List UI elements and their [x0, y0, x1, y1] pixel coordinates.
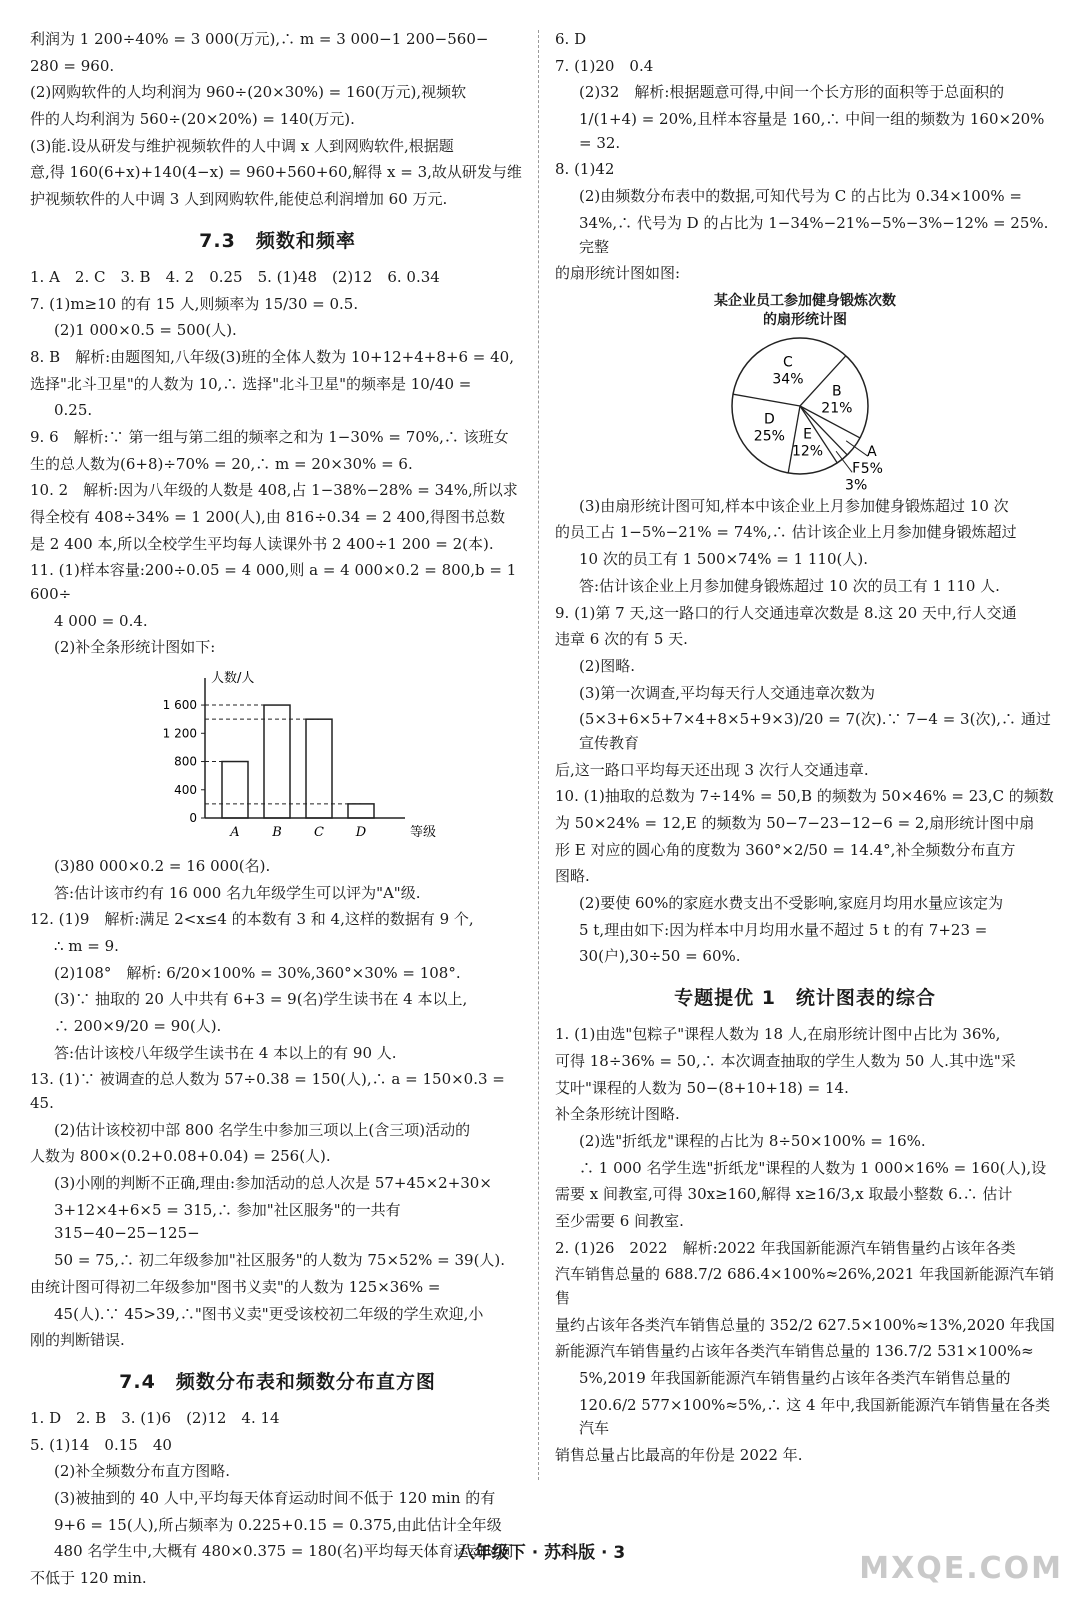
text-line: 的员工占 1−5%−21% = 74%,∴ 估计该企业上月参加健身锻炼超过: [555, 523, 1017, 542]
text-line: 由统计图可得初二年级参加"图书义卖"的人数为 125×36% =: [30, 1277, 441, 1296]
text-line: 护视频软件的人中调 3 人到网购软件,能使总利润增加 60 万元.: [30, 190, 448, 209]
section-title-7-3: 7.3 频数和频率: [199, 229, 356, 252]
text-line: (2)选"折纸龙"课程的占比为 8÷50×100% = 16%.: [579, 1131, 926, 1150]
text-line: 2. (1)26 2022 解析:2022 年我国新能源汽车销售量约占该年各类: [555, 1238, 1016, 1257]
text-line: 补全条形统计图略.: [555, 1105, 680, 1124]
text-line: ∴ 1 000 名学生选"折纸龙"课程的人数为 1 000×16% = 160(人),设: [579, 1158, 1047, 1177]
text-line: 280 = 960.: [30, 56, 115, 75]
bar-C: [306, 719, 332, 818]
pie-slice-boundary: [733, 394, 800, 406]
left-column: [30, 28, 525, 1594]
text-line: 0.25.: [54, 401, 93, 420]
text-line: 480 名学生中,大概有 480×0.375 = 180(名)平均每天体育运动时间: [54, 1542, 514, 1561]
text-line: 8. (1)42: [555, 160, 615, 179]
text-line: (2)补全条形统计图如下:: [54, 638, 216, 657]
text-line: 9. 6 解析:∵ 第一组与第二组的频率之和为 1−30% = 70%,∴ 该班女: [30, 427, 509, 446]
text-line: (3)能.设从研发与维护视频软件的人中调 x 人到网购软件,根据题: [30, 136, 454, 155]
text-line: 10 次的员工有 1 500×74% = 1 110(人).: [579, 550, 868, 569]
text-line: 30(户),30÷50 = 60%.: [579, 947, 741, 966]
text-line: 7. (1)20 0.4: [555, 56, 654, 75]
bar-D: [348, 804, 374, 818]
bar-chart-svg: [30, 666, 437, 841]
bar-chart: [30, 666, 525, 849]
column-divider: [538, 30, 539, 1480]
text-line: 是 2 400 本,所以全校学生平均每人读课外书 2 400÷1 200 = 2(本).: [30, 534, 494, 553]
text-line: 4 000 = 0.4.: [54, 611, 148, 630]
text-line: 3+12×4+6×5 = 315,∴ 参加"社区服务"的一共有 315−40−25−125−: [54, 1200, 401, 1243]
pie-pct-B: 21%: [821, 400, 853, 417]
text-line: 的扇形统计图如图:: [555, 264, 681, 283]
page-footer: 八年级下 · 苏科版 · 3: [457, 1543, 626, 1563]
text-line: 选择"北斗卫星"的人数为 10,∴ 选择"北斗卫星"的频率是 10/40 =: [30, 374, 472, 393]
text-line: 7. (1)m≥10 的有 15 人,则频率为 15/30 = 0.5.: [30, 294, 359, 313]
text-line: 6. D: [555, 30, 587, 48]
text-line: 利润为 1 200÷40% = 3 000(万元),∴ m = 3 000−1 200−560−: [30, 30, 489, 48]
text-line: 销售总量占比最高的年份是 2022 年.: [555, 1446, 803, 1465]
section-title-topic-1: 专题提优 1 统计图表的综合: [674, 987, 936, 1010]
text-line: 1. D 2. B 3. (1)6 (2)12 4. 14: [30, 1408, 280, 1427]
text-line: 汽车销售总量的 688.7/2 686.4×100%≈26%,2021 年我国新能源汽车销售: [555, 1265, 1055, 1308]
text-line: 5%,2019 年我国新能源汽车销售量约占该年各类汽车销售总量的: [579, 1369, 1011, 1388]
text-line: 新能源汽车销售量约占该年各类汽车销售总量的 136.7/2 531×100%≈: [555, 1342, 1034, 1361]
pie-chart: [555, 292, 1055, 494]
text-line: 需要 x 间教室,可得 30x≥160,解得 x≥16/3,x 取最小整数 6.∴ 估计: [555, 1185, 1013, 1204]
text-line: 形 E 对应的圆心角的度数为 360°×2/50 = 14.4°,补全频数分布直方: [555, 840, 1016, 859]
text-line: (3)∵ 抽取的 20 人中共有 6+3 = 9(名)学生读书在 4 本以上,: [54, 990, 468, 1009]
pie-label-A: A: [867, 444, 877, 461]
text-line: (2)由频数分布表中的数据,可知代号为 C 的占比为 0.34×100% =: [579, 187, 1022, 206]
text-line: (2)图略.: [579, 656, 636, 675]
section-title-7-4: 7.4 频数分布表和频数分布直方图: [119, 1370, 436, 1393]
text-line: 刚的判断错误.: [30, 1331, 125, 1350]
pie-pct-E: 12%: [791, 443, 824, 460]
text-line: 件的人均利润为 560÷(20×20%) = 140(万元).: [30, 110, 355, 129]
text-line: 后,这一路口平均每天还出现 3 次行人交通违章.: [555, 760, 869, 779]
text-line: (2)估计该校初中部 800 名学生中参加三项以上(含三项)活动的: [54, 1120, 471, 1139]
pie-label-E: E: [803, 426, 812, 443]
text-line: ∴ m = 9.: [54, 936, 119, 955]
text-line: 10. (1)抽取的总数为 7÷14% = 50,B 的频数为 50×46% = 23,C 的频数: [555, 787, 1054, 806]
x-tick-label: A: [230, 825, 240, 841]
text-line: 8. B 解析:由题图知,八年级(3)班的全体人数为 10+12+4+8+6 = 40,: [30, 347, 514, 366]
right-block-3: [555, 1023, 1055, 1468]
text-line: 艾叶"课程的人数为 50−(8+10+18) = 14.: [555, 1078, 849, 1097]
text-line: (2)网购软件的人均利润为 960÷(20×30%) = 160(万元),视频软: [30, 83, 467, 102]
text-line: (2)108° 解析: 6/20×100% = 30%,360°×30% = 108°.: [54, 963, 461, 982]
text-line: 9+6 = 15(人),所占频率为 0.225+0.15 = 0.375,由此估计全年级: [54, 1515, 502, 1534]
pie-label-D: D: [763, 411, 775, 428]
text-line: 11. (1)样本容量:200÷0.05 = 4 000,则 a = 4 000×0.2 = 800,b = 1 600÷: [30, 561, 517, 604]
text-line: 5 t,理由如下:因为样本中月均用水量不超过 5 t 的有 7+23 =: [579, 920, 988, 939]
text-line: 至少需要 6 间教室.: [555, 1211, 684, 1230]
text-line: 违章 6 次的有 5 天.: [555, 630, 688, 649]
text-line: 答:估计该校八年级学生读书在 4 本以上的有 90 人.: [54, 1043, 397, 1062]
text-line: 9. (1)第 7 天,这一路口的行人交通违章次数是 8.这 20 天中,行人交通: [555, 603, 1017, 622]
text-line: (3)由扇形统计图可知,样本中该企业上月参加健身锻炼超过 10 次: [579, 496, 1009, 515]
left-block-2: [30, 266, 525, 660]
text-line: 10. 2 解析:因为八年级的人数是 408,占 1−38%−28% = 34%,所以求: [30, 481, 518, 500]
left-block-1: [30, 28, 525, 212]
text-line: (5×3+6×5+7×4+8×5+9×3)/20 = 7(次).∵ 7−4 = 3(次),∴ 通过宣传教育: [579, 710, 1051, 752]
text-line: (2)1 000×0.5 = 500(人).: [54, 321, 237, 340]
pie-title-2: 的扇形统计图: [763, 312, 847, 329]
text-line: (2)32 解析:根据题意可得,中间一个长方形的面积等于总面积的: [579, 83, 1005, 102]
text-line: (3)第一次调查,平均每天行人交通违章次数为: [579, 683, 876, 702]
text-line: 1. A 2. C 3. B 4. 2 0.25 5. (1)48 (2)12 6. 0.34: [30, 267, 440, 286]
pie-pct-D: 25%: [753, 428, 785, 445]
y-tick-label: 1 200: [162, 726, 197, 741]
text-line: 45(人).∵ 45>39,∴"图书义卖"更受该校初二年级的学生欢迎,小: [54, 1304, 484, 1323]
text-line: (3)80 000×0.2 = 16 000(名).: [54, 856, 271, 875]
pie-title-1: 某企业员工参加健身锻炼次数: [714, 292, 896, 309]
text-line: 意,得 160(6+x)+140(4−x) = 960+560+60,解得 x = 3,故从研发与维: [30, 163, 522, 182]
right-block-2: [555, 495, 1055, 969]
y-tick-label: 400: [174, 782, 197, 797]
pie-label-C: C: [783, 354, 793, 371]
x-tick-label: D: [355, 825, 367, 841]
text-line: 答:估计该企业上月参加健身锻炼超过 10 次的员工有 1 110 人.: [579, 576, 1000, 595]
pie-pct-F: 3%: [845, 477, 868, 494]
pie-chart-svg: [555, 331, 1055, 494]
text-line: (2)补全频数分布直方图略.: [54, 1462, 231, 1481]
y-tick-label: 0: [189, 811, 197, 826]
text-line: 为 50×24% = 12,E 的频数为 50−7−23−12−6 = 2,扇形统计图中扇: [555, 814, 1035, 832]
text-line: 答:估计该市约有 16 000 名九年级学生可以评为"A"级.: [54, 883, 421, 902]
text-line: 量约占该年各类汽车销售总量的 352/2 627.5×100%≈13%,2020 年我国: [555, 1315, 1055, 1334]
text-line: 50 = 75,∴ 初二年级参加"社区服务"的人数为 75×52% = 39(人).: [54, 1251, 506, 1270]
y-tick-label: 1 600: [162, 698, 197, 713]
text-line: (3)被抽到的 40 人中,平均每天体育运动时间不低于 120 min 的有: [54, 1488, 496, 1507]
text-line: 生的总人数为(6+8)÷70% = 20,∴ m = 20×30% = 6.: [30, 454, 413, 473]
right-column: [555, 28, 1055, 1471]
watermark: MXQE.COM: [859, 1551, 1063, 1586]
text-line: 1/(1+4) = 20%,且样本容量是 160,∴ 中间一组的频数为 160×20% = 32.: [579, 110, 1045, 152]
text-line: ∴ 200×9/20 = 90(人).: [54, 1016, 222, 1035]
pie-label-F: F: [852, 460, 861, 477]
y-axis-label: 人数/人: [211, 671, 255, 687]
bar-A: [222, 762, 248, 818]
pie-pct-C: 34%: [772, 371, 804, 388]
text-line: 人数为 800×(0.2+0.08+0.04) = 256(人).: [30, 1147, 331, 1166]
text-line: (2)要使 60%的家庭水费支出不受影响,家庭月均用水量应该定为: [579, 894, 1004, 913]
text-line: 可得 18÷36% = 50,∴ 本次调查抽取的学生人数为 50 人.其中选"采: [555, 1051, 1016, 1070]
x-axis-label: 等级: [410, 825, 437, 841]
text-line: 12. (1)9 解析:满足 2<x≤4 的本数有 3 和 4,这样的数据有 9 个,: [30, 910, 474, 929]
text-line: (3)小刚的判断不正确,理由:参加活动的总人次是 57+45×2+30×: [54, 1174, 492, 1193]
text-line: 1. (1)由选"包粽子"课程人数为 18 人,在扇形统计图中占比为 36%,: [555, 1025, 1001, 1044]
right-block-1: [555, 28, 1055, 286]
pie-pct-A: 5%: [860, 461, 883, 478]
text-line: 120.6/2 577×100%≈5%,∴ 这 4 年中,我国新能源汽车销售量在各类汽车: [579, 1395, 1051, 1438]
left-block-3: [30, 855, 525, 1353]
x-tick-label: B: [272, 825, 282, 841]
bar-B: [264, 705, 290, 818]
text-line: 5. (1)14 0.15 40: [30, 1435, 172, 1454]
text-line: 图略.: [555, 867, 590, 886]
pie-slice-boundary: [788, 406, 800, 473]
y-tick-label: 800: [174, 754, 197, 769]
x-tick-label: C: [314, 825, 324, 841]
pie-label-B: B: [832, 383, 842, 400]
text-line: 34%,∴ 代号为 D 的占比为 1−34%−21%−5%−3%−12% = 25%.完整: [579, 213, 1049, 256]
text-line: 不低于 120 min.: [30, 1569, 147, 1588]
text-line: 得全校有 408÷34% = 1 200(人),由 816÷0.34 = 2 400,得图书总数: [30, 508, 506, 527]
text-line: 13. (1)∵ 被调查的总人数为 57÷0.38 = 150(人),∴ a = 150×0.3 = 45.: [30, 1070, 505, 1113]
